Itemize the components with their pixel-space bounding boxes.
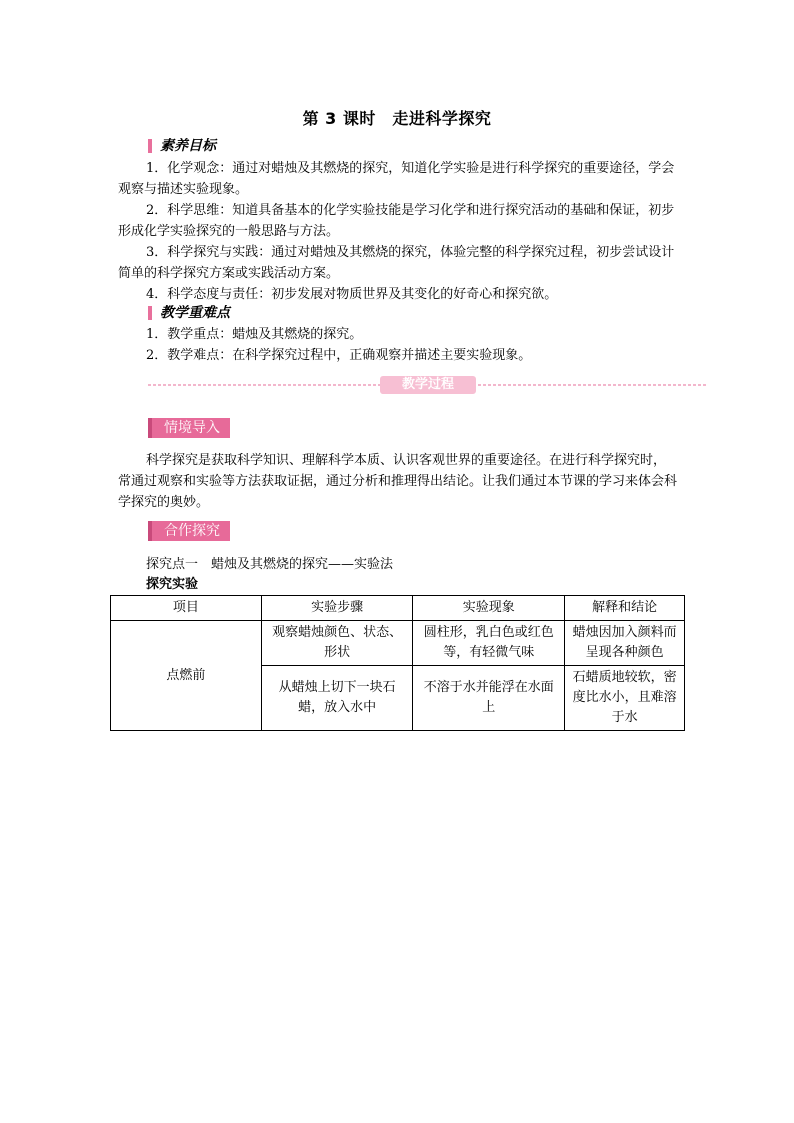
process-label: 教学过程 bbox=[380, 376, 476, 394]
explore-subheading: 探究实验 bbox=[146, 577, 199, 592]
goal-item: 1．化学观念：通过对蜡烛及其燃烧的探究，知道化学实验是进行科学探究的重要途径，学会观察与描述实验现象。 bbox=[118, 161, 675, 197]
keypoint-item: 1．教学重点：蜡烛及其燃烧的探究。 bbox=[146, 327, 363, 342]
section-tag-goals: 素养目标 bbox=[148, 137, 224, 155]
table-row bbox=[111, 621, 685, 666]
goals-list bbox=[118, 158, 678, 305]
section-tag-intro: 情境导入 bbox=[148, 418, 230, 438]
goal-item: 3．科学探究与实践：通过对蜡烛及其燃烧的探究，体验完整的科学探究过程，初步尝试设计简单的科学探究方案或实践活动方案。 bbox=[118, 245, 675, 281]
section-tag-keypoints: 教学重难点 bbox=[148, 304, 238, 322]
section-tag-explore: 合作探究 bbox=[148, 521, 230, 541]
intro-text: 科学探究是获取科学知识、理解科学本质、认识客观世界的重要途径。在进行科学探究时，常通过观察和实验等方法获取证据，通过分析和推理得出结论。让我们通过本节课的学习来体会科学探究的奥妙。 bbox=[118, 453, 678, 510]
keypoints-list bbox=[118, 324, 678, 366]
page-title: 第 3 课时 走进科学探究 bbox=[302, 109, 492, 128]
table-group-cell: 点燃前 bbox=[111, 621, 262, 731]
table-header: 解释和结论 bbox=[565, 596, 685, 621]
table-header: 实验现象 bbox=[413, 596, 565, 621]
table-cell: 观察蜡烛颜色、状态、形状 bbox=[261, 621, 413, 666]
table-cell: 圆柱形，乳白色或红色等，有轻微气味 bbox=[413, 621, 565, 666]
explore-point: 探究点一 蜡烛及其燃烧的探究——实验法 bbox=[146, 557, 394, 572]
table-header: 项目 bbox=[111, 596, 262, 621]
intro-paragraph bbox=[118, 450, 678, 513]
table-cell: 蜡烛因加入颜料而呈现各种颜色 bbox=[565, 621, 685, 666]
table-cell: 石蜡质地较软，密度比水小，且难溶于水 bbox=[565, 666, 685, 731]
table-header: 实验步骤 bbox=[261, 596, 413, 621]
table-header-row bbox=[111, 596, 685, 621]
experiment-table bbox=[110, 595, 685, 731]
table-cell: 从蜡烛上切下一块石蜡，放入水中 bbox=[261, 666, 413, 731]
keypoint-item: 2．教学难点：在科学探究过程中，正确观察并描述主要实验现象。 bbox=[146, 348, 532, 363]
goal-item: 2．科学思维：知道具备基本的化学实验技能是学习化学和进行探究活动的基础和保证，初步形成化学实验探究的一般思路与方法。 bbox=[118, 203, 675, 239]
goal-item: 4．科学态度与责任：初步发展对物质世界及其变化的好奇心和探究欲。 bbox=[146, 287, 558, 302]
table-cell: 不溶于水并能浮在水面上 bbox=[413, 666, 565, 731]
